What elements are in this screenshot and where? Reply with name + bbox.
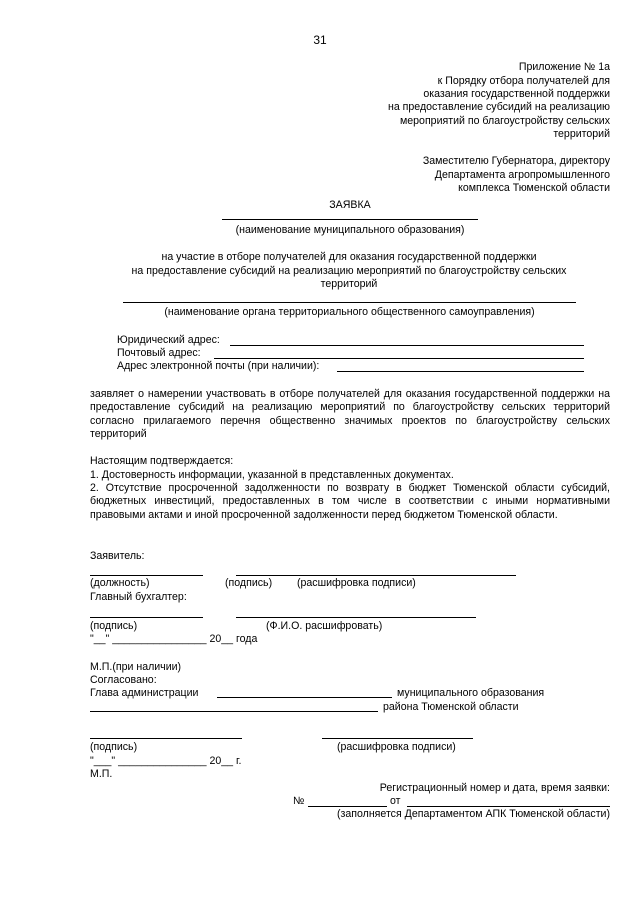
stamp-label-2: М.П. (90, 768, 113, 780)
appendix-line: территорий (553, 128, 610, 140)
head-decoding-field[interactable] (322, 738, 473, 739)
purpose-line: территорий (320, 278, 378, 290)
authority-name-line[interactable] (123, 302, 576, 303)
legal-address-label: Юридический адрес: (117, 334, 220, 346)
municipality-caption: (наименование муниципального образования) (235, 224, 465, 236)
postal-address-label: Почтовый адрес: (117, 347, 201, 359)
district-field[interactable] (90, 711, 378, 712)
signature-field[interactable] (236, 575, 516, 576)
stamp-label: М.П.(при наличии) (90, 661, 182, 673)
municipality-name-line[interactable] (222, 219, 478, 220)
position-field[interactable] (90, 575, 203, 576)
chief-accountant-label: Главный бухгалтер: (90, 591, 187, 603)
registration-note: (заполняется Департаментом АПК Тюменской области) (336, 808, 610, 820)
head-signature-field[interactable] (90, 738, 242, 739)
appendix-line: Приложение № 1а (518, 61, 610, 73)
registration-number-field[interactable] (308, 806, 387, 807)
appendix-line: на предоставление субсидий на реализацию (387, 101, 610, 113)
addressee-line: Заместителю Губернатора, директору (422, 155, 610, 167)
municipal-suffix: муниципального образования (397, 687, 545, 699)
registration-from-label: от (390, 795, 401, 807)
document-title: ЗАЯВКА (329, 199, 371, 211)
confirmation-heading: Настоящим подтверждается: (90, 455, 234, 467)
accountant-signature-caption: (подпись) (90, 620, 138, 632)
registration-date-field[interactable] (407, 806, 610, 807)
declaration-paragraph: заявляет о намерении участвовать в отборе получателей для оказания государственной поддержки на предоставление субсидий на реализацию мероприятий по благоустройству сельских территорий согласно прилагаемого перечня общественно значимых проектов по благоустройству сельских территорий (90, 388, 610, 440)
confirmation-item: 1. Достоверность информации, указанной в представленных документах. (90, 469, 454, 481)
purpose-line: на участие в отборе получателей для оказания государственной поддержки (161, 251, 537, 263)
authority-caption: (наименование органа территориального общественного самоуправления) (164, 306, 535, 318)
head-signature-caption: (подпись) (90, 741, 138, 753)
date-line: "__" ________________ 20__ года (90, 633, 258, 645)
position-caption: (должность) (90, 577, 150, 589)
legal-address-field[interactable] (230, 345, 584, 346)
email-field[interactable] (337, 371, 584, 372)
postal-address-field[interactable] (214, 358, 584, 359)
head-decoding-caption: (расшифровка подписи) (337, 741, 456, 753)
appendix-line: к Порядку отбора получателей для (437, 75, 610, 87)
purpose-line: на предоставление субсидий на реализацию мероприятий по благоустройству сельских (131, 265, 567, 277)
confirmation-item: 2. Отсутствие просроченной задолженности по возврату в бюджет Тюменской области субсидий, бюджетных инвестиций, предоставленных в том числе в соответствии с иными нормативными правовыми актами и иной просроченной задолженности перед бюджетом Тюменской области. (90, 482, 610, 521)
page-number: 31 (313, 33, 327, 47)
agreed-label: Согласовано: (90, 674, 157, 686)
email-label: Адрес электронной почты (при наличии): (117, 360, 320, 372)
decoding-caption: (расшифровка подписи) (297, 577, 416, 589)
head-admin-label: Глава администрации (90, 687, 199, 699)
addressee-line: Департамента агропромышленного (434, 169, 610, 181)
accountant-fio-field[interactable] (236, 617, 476, 618)
head-admin-field[interactable] (217, 697, 392, 698)
fio-caption: (Ф.И.О. расшифровать) (266, 620, 383, 632)
date-line-2: "___" _______________ 20__ г. (90, 755, 242, 767)
appendix-line: оказания государственной поддержки (423, 88, 610, 100)
district-suffix: района Тюменской области (383, 701, 519, 713)
appendix-line: мероприятий по благоустройству сельских (399, 115, 610, 127)
registration-heading: Регистрационный номер и дата, время заявки: (379, 782, 610, 794)
applicant-label: Заявитель: (90, 550, 145, 562)
registration-number-label: № (293, 795, 305, 807)
addressee-line: комплекса Тюменской области (458, 182, 610, 194)
signature-caption: (подпись) (225, 577, 273, 589)
accountant-signature-field[interactable] (90, 617, 203, 618)
